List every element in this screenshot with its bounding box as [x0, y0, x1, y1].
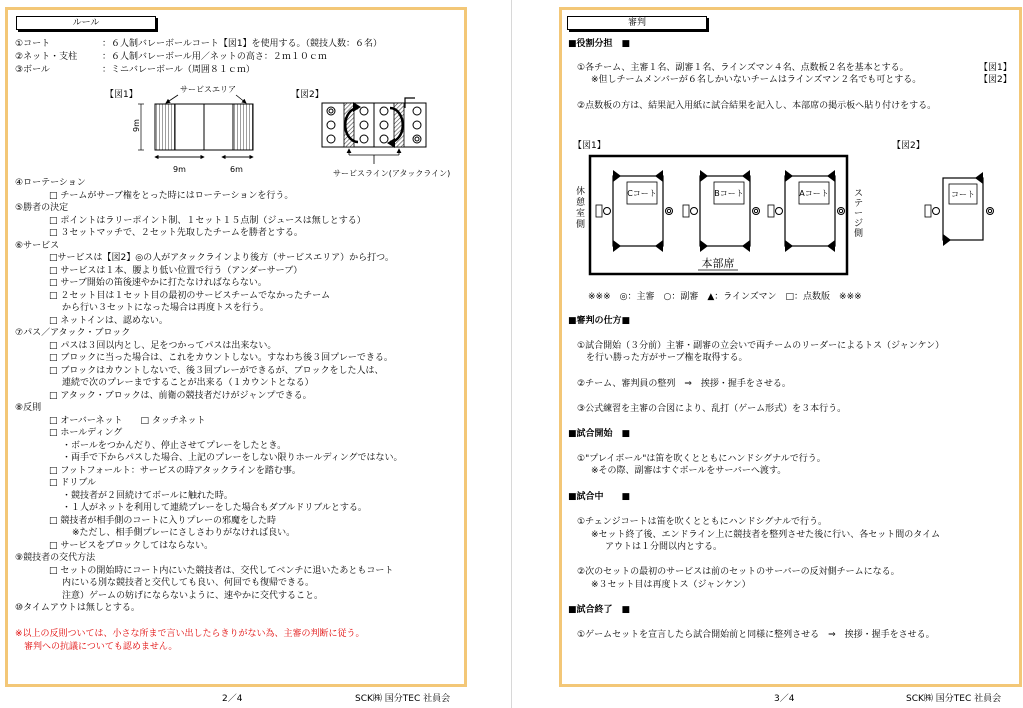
section-title-rules: ルール — [16, 16, 156, 30]
court-name: Cコート — [627, 189, 657, 198]
rule-line: □ 競技者が相手側のコートに入りプレーの邪魔をした時 — [49, 515, 277, 526]
during-line-4: ②次のセットの最初のサービスは前のセットのサーバーの反対側チームになる。 — [577, 567, 900, 577]
during-line-5: ※３セット目は再度トス（ジャンケン） — [591, 580, 751, 590]
rule-line: ⑩タイムアウトは無しとする。 — [15, 603, 140, 613]
hq-label: 本部席 — [701, 257, 735, 270]
rule-line: から行い３セットになった場合は再度トスを行う。 — [62, 303, 269, 313]
side-left-char: 側 — [576, 220, 586, 230]
section-title-referee: 審判 — [567, 16, 707, 30]
roles-line-1: ①各チーム、主審１名、副審１名、ラインズマン４名、点数板２名を基本とする。 — [577, 63, 909, 73]
rule-line: □ サーブ開始の笛後速やかに打たなければならない。 — [49, 278, 267, 288]
footer-org-right: SCK㈱ 国分TEC 社員会 — [906, 694, 1002, 704]
method-line-1: ①試合開始（３分前）主審・副審の立会いで両チームのリーダーによるトス（ジャンケン） — [577, 341, 945, 351]
side-right-char: ジ — [854, 219, 864, 229]
start-heading: ■試合開始 ■ — [568, 429, 631, 439]
roles-ref-1: 【図1】 — [979, 63, 1012, 73]
page-right — [512, 0, 1023, 708]
venue-fig1-label: 【図1】 — [573, 141, 606, 151]
page-left — [0, 0, 511, 708]
spec-value-ball: ：ミニバレーボール（周囲８１ｃｍ） — [102, 65, 255, 75]
spec-label-ball: ③ボール — [15, 65, 50, 75]
side-left-char: 室 — [576, 209, 586, 219]
rule-line: ・両手で下からパスした場合、上記のプレーをしない限りホールディングではない。 — [62, 453, 403, 463]
footer-org-left: SCK㈱ 国分TEC 社員会 — [355, 694, 451, 704]
scoreboard-marker — [683, 205, 689, 217]
page-number-right: 3／4 — [774, 694, 795, 704]
side-left-char: 憩 — [576, 198, 586, 208]
rule-line: ⑤勝者の決定 — [15, 203, 69, 213]
rule-line: □ サービスは１本、腰より低い位置で行う（アンダーサーブ） — [49, 265, 303, 276]
spec-value-net: ：６人制バレーボール用／ネットの高さ：２ｍ１０ｃｍ — [102, 52, 327, 62]
during-line-1: ①チェンジコートは笛を吹くとともにハンドシグナルで行う。 — [577, 517, 827, 527]
fig1-service-area: サービスエリア — [180, 85, 236, 94]
side-label-stage — [854, 189, 863, 239]
side-right-char: テ — [854, 199, 864, 209]
venue-fig2-label: 【図2】 — [892, 141, 925, 151]
rule-line: ・ボールをつかんだり、停止させてプレーをしたとき。 — [62, 440, 287, 451]
during-line-2: ※セット終了後、エンドライン上に競技者を整列させた後に行い、各セット間のタイム — [591, 530, 941, 540]
start-line-1: ①"プレイボール"は笛を吹くとともにハンドシグナルで行う。 — [577, 454, 826, 464]
during-heading: ■試合中 ■ — [568, 492, 631, 502]
fig1-zone: 6m — [230, 165, 243, 174]
rule-line: □ ホールディング — [49, 428, 123, 438]
rule-line: □ ブロックはカウントしないで、後３回プレーができるが、ブロックをした人は、 — [49, 365, 384, 376]
scoreboard-marker — [768, 205, 774, 217]
rule-line: □ ポイントはラリーポイント制、１セット１５点制（ジュースは無しとする） — [49, 215, 366, 226]
end-line-1: ①ゲームセットを宣言したら試合開始前と同様に整列させる ⇒ 挨拶・握手をさせる。 — [577, 630, 935, 640]
spec-value-court: ：６人制バレーボールコート【図1】を使用する。（競技人数：６名） — [102, 39, 383, 49]
rule-line: 内にいる別な競技者と交代しても良い、何回でも復帰できる。 — [62, 578, 315, 588]
scoreboard-marker — [596, 205, 602, 217]
rule-line: □ パスは３回以内とし、足をつかってパスは出来ない。 — [49, 340, 277, 351]
side-right-char: 側 — [854, 229, 864, 239]
rule-line: □ フットフォールト：サービスの時アタックラインを踏む事。 — [49, 465, 301, 476]
side-label-rest-room — [576, 185, 586, 230]
rule-line: □ アタック・ブロックは、前衛の競技者だけがジャンプできる。 — [49, 390, 312, 401]
rule-line: □サービスは【図2】◎の人がアタックラインより後方（サービスエリア）から打つ。 — [49, 253, 394, 263]
note-line-1: ※以上の反則ついては、小さな所まで言い出したらきりがない為、主審の判断に従う。 — [15, 629, 365, 639]
spec-label-court: ①コート — [15, 39, 51, 49]
during-line-3: アウトは１分間以内とする。 — [605, 542, 723, 552]
roles-heading: ■役割分担 ■ — [568, 39, 631, 49]
rule-line: 連続で次のプレーまですることが出来る（１カウントとなる） — [62, 378, 314, 388]
figure-venue — [512, 0, 1023, 300]
method-line-2: を行い勝った方がサーブ権を取得する。 — [577, 353, 748, 363]
rule-line: □ ２セット目は１セット目の最初のサービスチームでなかったチーム — [49, 290, 331, 301]
spec-label-net: ②ネット・支柱 — [15, 52, 78, 62]
fig1-height: 9m — [132, 119, 141, 132]
rule-line: ※ただし、相手側プレーにさしさわりがなければ良い。 — [72, 528, 296, 538]
fig2-service-line: サービスライン(アタックライン) — [333, 169, 451, 178]
courts-group — [596, 170, 845, 252]
rule-line: ⑨競技者の交代方法 — [15, 553, 96, 563]
method-heading: ■審判の仕方■ — [568, 316, 631, 326]
rule-line: □ ドリブル — [49, 478, 97, 488]
note-line-2: 審判への抗議についても認めません。 — [15, 642, 178, 652]
roles-line-2: ※但しチームメンバーが６名しかいないチームはラインズマン２名でも可とする。 — [591, 75, 922, 85]
fig2-court-group — [925, 172, 994, 246]
rule-line: ⑥サービス — [15, 240, 60, 251]
rule-line: ⑦パス／アタック・ブロック — [15, 328, 131, 338]
court-name: Aコート — [799, 189, 829, 198]
rule-line: □ オーバーネット □ タッチネット — [49, 415, 206, 426]
fig1-width: 9m — [173, 165, 186, 174]
roles-ref-2: 【図2】 — [979, 75, 1012, 85]
end-heading: ■試合終了 ■ — [568, 605, 631, 615]
fig2-label: 【図2】 — [291, 90, 324, 100]
roles-line-3: ②点数板の方は、結果記入用紙に試合結果を記入し、本部席の掲示板へ貼り付けをする。 — [577, 101, 937, 111]
rule-line: □ セットの開始時にコート内にいた競技者は、交代してベンチに退いたあともコート — [49, 565, 394, 576]
method-line-4: ③公式練習を主審の合図により、乱打（ゲーム形式）を３本行う。 — [577, 404, 847, 414]
side-right-char: ス — [854, 189, 864, 199]
method-line-3: ②チーム、審判員の整列 ⇒ 挨拶・握手をさせる。 — [577, 379, 791, 389]
rule-line: □ サービスをブロックしてはならない。 — [49, 540, 214, 551]
start-line-2: ※その際、副審はすぐボールをサーバーへ渡す。 — [591, 466, 787, 476]
rule-line: □ ３セットマッチで、２セット先取したチームを勝者とする。 — [49, 228, 303, 238]
side-right-char: ー — [854, 209, 864, 219]
figure-court — [0, 0, 511, 190]
side-left-char: 休 — [576, 187, 586, 197]
fig2-court-name: コート — [951, 190, 975, 199]
rule-line: □ ブロックに当った場合は、これをカウントしない。すなわち後３回プレーできる。 — [49, 353, 393, 363]
legend-line: ※※※ ◎：主審 ○：副審 ▲：ラインズマン □：点数版 ※※※ — [588, 292, 862, 302]
rule-line: ④ローテーション — [15, 178, 86, 188]
rule-line: ・競技者が２回続けてボールに触れた時。 — [62, 490, 233, 501]
rule-line: □ チームがサーブ権をとった時にはローテーションを行う。 — [49, 190, 294, 201]
rule-line: ・１人がネットを利用して連続プレーをした場合もダブルドリブルとする。 — [62, 503, 367, 513]
rule-line: ⑧反則 — [15, 403, 42, 413]
rule-line: □ ネットインは、認めない。 — [49, 315, 168, 326]
court-name: Bコート — [714, 189, 744, 198]
page-number-left: 2／4 — [222, 694, 243, 704]
fig1-label: 【図1】 — [105, 90, 138, 100]
rule-line: 注意）ゲームの妨げにならないように、速やかに交代すること。 — [62, 590, 324, 601]
